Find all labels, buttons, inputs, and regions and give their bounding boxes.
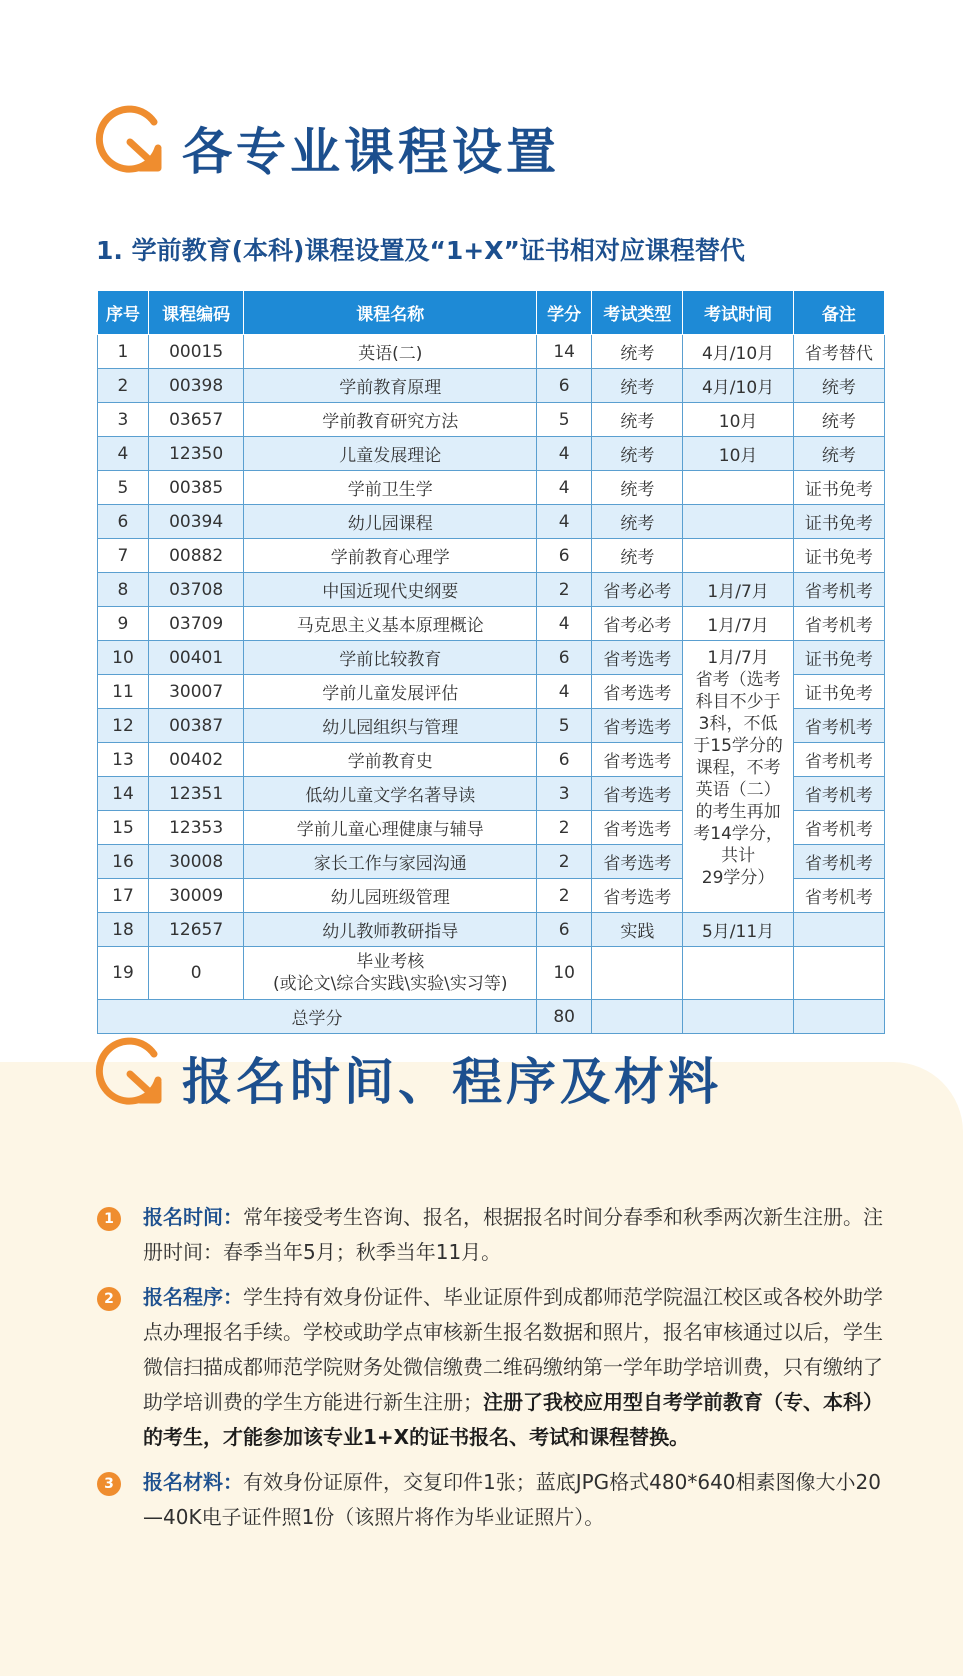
cell-no: 8: [98, 573, 149, 607]
arrow-circle-icon: [92, 100, 172, 180]
cell-name: 学前儿童发展评估: [244, 675, 537, 709]
table-row: [98, 505, 885, 539]
cell-note: 省考机考: [793, 879, 884, 913]
cell-exam-time: [683, 947, 793, 1000]
item-label: 报名程序：: [143, 1285, 243, 1309]
list-item: [97, 1200, 887, 1270]
cell-note: 省考机考: [793, 811, 884, 845]
elective-note-line: 共计: [721, 846, 756, 866]
item-label: 报名时间：: [143, 1205, 243, 1229]
cell-exam-type: 统考: [592, 505, 683, 539]
cell-exam-type: 省考选考: [592, 743, 683, 777]
cell-exam-type: 统考: [592, 403, 683, 437]
cell-name: 学前教育原理: [244, 369, 537, 403]
cell-code: 0: [148, 947, 243, 1000]
table-row: [98, 913, 885, 947]
item-text: 学生持有效身份证件、毕业证原件到成都师范学院温江校区或各校外助学点办理报名手续。学校或助学点审核新生报名数据和照片，报名审核通过以后，学生微信扫描成都师范学院财务处微信缴费二维码缴纳第一学年助学培训费，只有缴纳了助学培训费的学生方能进行新生注册；: [143, 1285, 883, 1414]
cell-exam-type: 省考选考: [592, 709, 683, 743]
cell-no: 14: [98, 777, 149, 811]
table-row: [98, 539, 885, 573]
cell-exam-time: 5月/11月: [683, 913, 793, 947]
cell-empty: [683, 1000, 793, 1034]
cell-exam-type: 统考: [592, 369, 683, 403]
cell-code: 03708: [148, 573, 243, 607]
cell-credit: 4: [537, 675, 592, 709]
cell-exam-type: 省考必考: [592, 607, 683, 641]
cell-credit: 4: [537, 505, 592, 539]
cell-exam-type: 统考: [592, 471, 683, 505]
cell-exam-time: 4月/10月: [683, 335, 793, 369]
elective-note-line: 科目不少于: [695, 692, 781, 712]
cell-name: 幼儿园课程: [244, 505, 537, 539]
cell-note: 证书免考: [793, 471, 884, 505]
table-row: [98, 403, 885, 437]
cell-code: 30008: [148, 845, 243, 879]
header-cell: 备注: [793, 291, 884, 335]
list-item: [97, 1280, 887, 1455]
cell-code: 30007: [148, 675, 243, 709]
item-bold-text: 注册了我校应用型自考学前教育（专、本科）的考生，才能参加该专业1+X的证书报名、考试和课程替换。: [143, 1390, 883, 1449]
cell-exam-type: 省考选考: [592, 879, 683, 913]
cell-note: 省考替代: [793, 335, 884, 369]
cell-empty: [592, 1000, 683, 1034]
table-subtitle: 1. 学前教育(本科)课程设置及“1+X”证书相对应课程替代: [96, 236, 745, 265]
cell-credit: 5: [537, 403, 592, 437]
cell-no: 19: [98, 947, 149, 1000]
cell-code: 00387: [148, 709, 243, 743]
cell-credit: 2: [537, 879, 592, 913]
elective-note-line: 3科，不低: [698, 714, 778, 734]
table-row: [98, 947, 885, 1000]
cell-exam-type: 实践: [592, 913, 683, 947]
cell-code: 00402: [148, 743, 243, 777]
section-title: 各专业课程设置: [182, 123, 560, 181]
table-row: [98, 641, 885, 675]
cell-code: 00385: [148, 471, 243, 505]
cell-no: 18: [98, 913, 149, 947]
cell-exam-type: 省考选考: [592, 845, 683, 879]
table-row: [98, 607, 885, 641]
cell-exam-time: 10月: [683, 437, 793, 471]
header-cell: 课程名称: [244, 291, 537, 335]
cell-code: 00401: [148, 641, 243, 675]
cell-code: 03709: [148, 607, 243, 641]
cell-name: 学前教育心理学: [244, 539, 537, 573]
cell-credit: 2: [537, 811, 592, 845]
cell-credit: 4: [537, 437, 592, 471]
cell-name: 中国近现代史纲要: [244, 573, 537, 607]
item-text: 有效身份证原件，交复印件1张；蓝底JPG格式480*640相素图像大小20—40K电子证件照1份（该照片将作为毕业证照片）。: [143, 1470, 881, 1529]
cell-name: 幼儿教师教研指导: [244, 913, 537, 947]
cell-credit: 6: [537, 641, 592, 675]
cell-no: 16: [98, 845, 149, 879]
cell-name: 英语(二): [244, 335, 537, 369]
arrow-circle-icon: [92, 1032, 172, 1112]
cell-code: 00394: [148, 505, 243, 539]
cell-name: 低幼儿童文学名著导读: [244, 777, 537, 811]
cell-name: 幼儿园组织与管理: [244, 709, 537, 743]
cell-note: 统考: [793, 369, 884, 403]
cell-name: 学前教育史: [244, 743, 537, 777]
cell-empty: [793, 1000, 884, 1034]
cell-exam-type: 省考选考: [592, 777, 683, 811]
cell-note: 省考机考: [793, 573, 884, 607]
cell-exam-time: [683, 471, 793, 505]
cell-name: 幼儿园班级管理: [244, 879, 537, 913]
header-cell: 序号: [98, 291, 149, 335]
section-title: 报名时间、程序及材料: [182, 1053, 722, 1111]
cell-credit: 2: [537, 573, 592, 607]
list-item: [97, 1465, 887, 1535]
cell-no: 5: [98, 471, 149, 505]
cell-no: 3: [98, 403, 149, 437]
cell-code: 00015: [148, 335, 243, 369]
number-badge: 2: [97, 1287, 121, 1311]
cell-no: 4: [98, 437, 149, 471]
cell-credit: 4: [537, 607, 592, 641]
total-row: [98, 1000, 885, 1034]
cell-exam-time: [683, 539, 793, 573]
cell-code: 03657: [148, 403, 243, 437]
total-label: 总学分: [98, 1000, 537, 1034]
cell-exam-time: 4月/10月: [683, 369, 793, 403]
cell-credit: 6: [537, 369, 592, 403]
cell-no: 10: [98, 641, 149, 675]
cell-no: 17: [98, 879, 149, 913]
cell-name: 家长工作与家园沟通: [244, 845, 537, 879]
cell-name: 学前教育研究方法: [244, 403, 537, 437]
cell-no: 12: [98, 709, 149, 743]
cell-credit: 2: [537, 845, 592, 879]
item-label: 报名材料：: [143, 1470, 243, 1494]
elective-note-line: 于15学分的: [693, 736, 783, 756]
cell-exam-type: 省考选考: [592, 675, 683, 709]
cell-exam-type: [592, 947, 683, 1000]
cell-exam-type: 统考: [592, 539, 683, 573]
cell-exam-type: 统考: [592, 335, 683, 369]
cell-credit: 4: [537, 471, 592, 505]
cell-note: 省考机考: [793, 777, 884, 811]
total-value: 80: [537, 1000, 592, 1034]
cell-note: 省考机考: [793, 845, 884, 879]
table-row: [98, 437, 885, 471]
cell-no: 15: [98, 811, 149, 845]
cell-no: 13: [98, 743, 149, 777]
cell-name: 儿童发展理论: [244, 437, 537, 471]
cell-credit: 6: [537, 743, 592, 777]
elective-note-line: 省考（选考: [695, 670, 781, 690]
cell-code: 00398: [148, 369, 243, 403]
elective-note-line: 课程，不考: [695, 758, 781, 778]
cell-name: 学前比较教育: [244, 641, 537, 675]
table-header-row: [98, 291, 885, 335]
cell-credit: 3: [537, 777, 592, 811]
cell-note: 证书免考: [793, 539, 884, 573]
cell-credit: 10: [537, 947, 592, 1000]
cell-note: 省考机考: [793, 607, 884, 641]
elective-note-line: 的考生再加: [695, 802, 781, 822]
header-cell: 学分: [537, 291, 592, 335]
table-row: [98, 335, 885, 369]
cell-credit: 14: [537, 335, 592, 369]
cell-no: 9: [98, 607, 149, 641]
cell-credit: 5: [537, 709, 592, 743]
elective-note-line: 29学分）: [701, 868, 775, 888]
cell-code: 12353: [148, 811, 243, 845]
table-row: [98, 573, 885, 607]
header-cell: 考试时间: [683, 291, 793, 335]
cell-credit: 6: [537, 913, 592, 947]
cell-code: 12657: [148, 913, 243, 947]
cell-name: 学前卫生学: [244, 471, 537, 505]
cell-note: [793, 947, 884, 1000]
cell-note: 统考: [793, 403, 884, 437]
cell-note: 省考机考: [793, 709, 884, 743]
cell-name-line: 毕业考核: [356, 952, 425, 972]
elective-note-cell: [683, 641, 793, 913]
cell-note: 证书免考: [793, 505, 884, 539]
cell-note: 证书免考: [793, 675, 884, 709]
number-badge: 3: [97, 1472, 121, 1496]
cell-no: 1: [98, 335, 149, 369]
item-text: 常年接受考生咨询、报名，根据报名时间分春季和秋季两次新生注册。注册时间：春季当年5月；秋季当年11月。: [143, 1205, 883, 1264]
cell-note: 省考机考: [793, 743, 884, 777]
cell-note: 证书免考: [793, 641, 884, 675]
elective-note-line: 考14学分，: [693, 824, 783, 844]
elective-time: 1月/7月: [707, 648, 769, 668]
cell-exam-time: 1月/7月: [683, 607, 793, 641]
course-table: [97, 290, 885, 1034]
cell-no: 7: [98, 539, 149, 573]
number-badge: 1: [97, 1207, 121, 1231]
header-cell: 课程编码: [148, 291, 243, 335]
cell-exam-time: 10月: [683, 403, 793, 437]
cell-name: [244, 947, 537, 1000]
cell-exam-type: 统考: [592, 437, 683, 471]
cell-name-line: (或论文\综合实践\实验\实习等): [273, 974, 508, 994]
cell-exam-time: 1月/7月: [683, 573, 793, 607]
elective-note-line: 英语（二）: [695, 780, 781, 800]
header-cell: 考试类型: [592, 291, 683, 335]
enrollment-list: [97, 1200, 887, 1545]
cell-exam-type: 省考必考: [592, 573, 683, 607]
cell-no: 2: [98, 369, 149, 403]
cell-name: 马克思主义基本原理概论: [244, 607, 537, 641]
cell-code: 12351: [148, 777, 243, 811]
cell-code: 30009: [148, 879, 243, 913]
cell-credit: 6: [537, 539, 592, 573]
cell-exam-type: 省考选考: [592, 641, 683, 675]
cell-note: [793, 913, 884, 947]
table-row: [98, 369, 885, 403]
cell-exam-type: 省考选考: [592, 811, 683, 845]
cell-code: 00882: [148, 539, 243, 573]
cell-note: 统考: [793, 437, 884, 471]
cell-code: 12350: [148, 437, 243, 471]
cell-exam-time: [683, 505, 793, 539]
table-row: [98, 471, 885, 505]
cell-name: 学前儿童心理健康与辅导: [244, 811, 537, 845]
cell-no: 11: [98, 675, 149, 709]
cell-no: 6: [98, 505, 149, 539]
